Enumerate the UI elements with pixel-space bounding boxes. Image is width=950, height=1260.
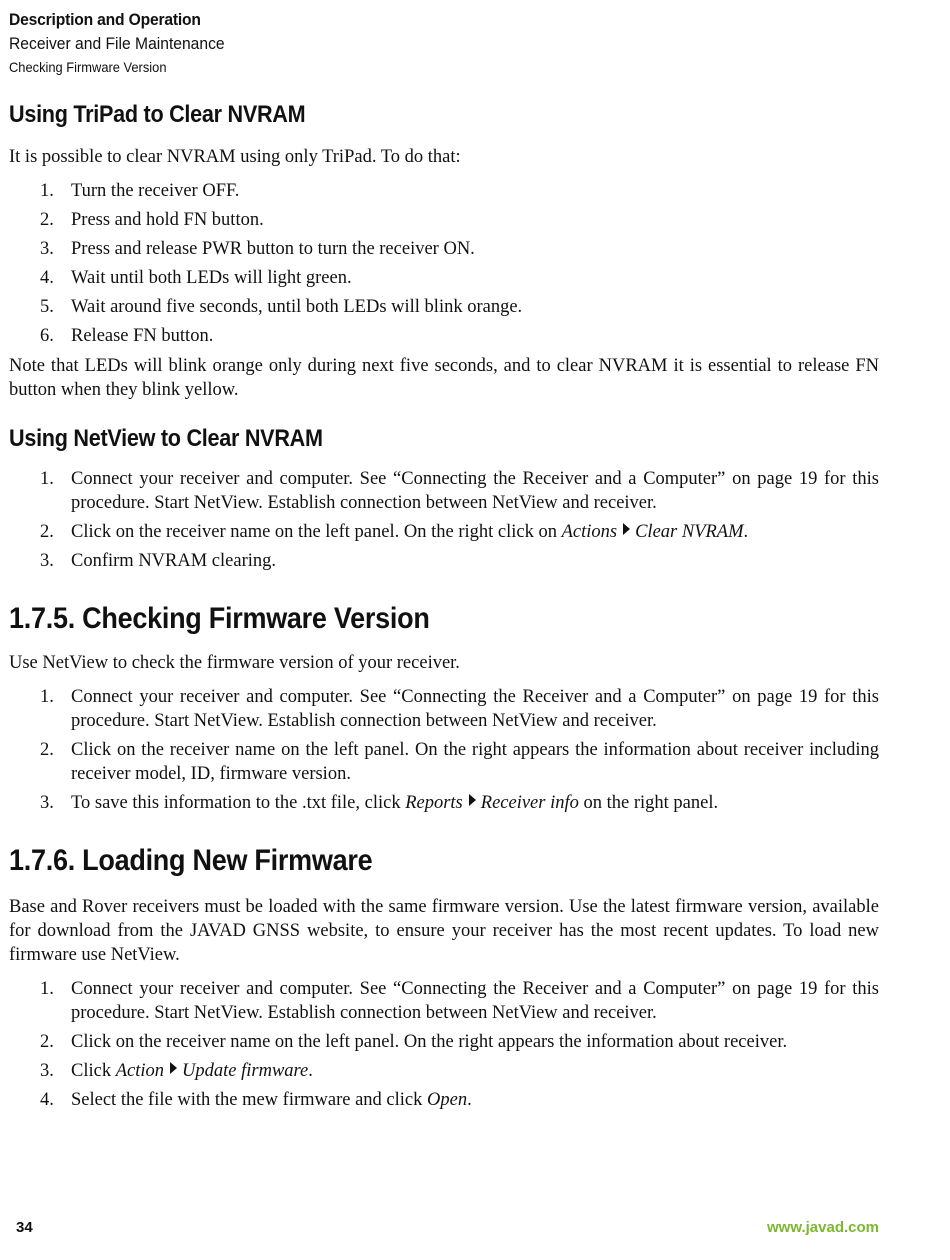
step-text: Click on the receiver name on the left panel. On the right appears the information about receiver. (71, 1032, 788, 1052)
step-text: Connect your receiver and computer. See “Connecting the Receiver and a Computer” on page 19 for this procedure. Start NetView. Establish connection between NetView and receiver. (71, 687, 879, 731)
list-item (9, 295, 879, 319)
menu-path-actions: Actions (561, 522, 618, 542)
list-item (9, 685, 879, 733)
step-number: 4. (40, 1090, 54, 1110)
step-text: Connect your receiver and computer. See “Connecting the Receiver and a Computer” on page 19 for this procedure. Start NetView. Establish connection between NetView and receiver. (71, 469, 879, 513)
tripad-intro: It is possible to clear NVRAM using only TriPad. To do that: (9, 147, 461, 167)
list-item (9, 1088, 879, 1112)
step-text: Press and hold FN button. (71, 210, 264, 230)
footer-website-link[interactable]: www.javad.com (767, 1219, 879, 1236)
list-item (9, 208, 879, 232)
step-number: 4. (40, 268, 54, 288)
running-header (9, 8, 243, 78)
netview-steps (9, 467, 879, 573)
menu-path-clear-nvram: Clear NVRAM (635, 522, 744, 542)
button-ref-open: Open (427, 1090, 468, 1110)
list-item (9, 467, 879, 515)
menu-path-reports: Reports (405, 793, 463, 813)
step-text: Turn the receiver OFF. (71, 181, 240, 201)
header-chapter: Description and Operation (9, 10, 201, 29)
step-number: 2. (40, 740, 54, 760)
menu-path-receiver-info: Receiver info (480, 793, 579, 813)
list-item (9, 1059, 879, 1083)
checking-intro: Use NetView to check the firmware version of your receiver. (9, 653, 460, 673)
page-number: 34 (16, 1219, 33, 1236)
list-item (9, 549, 879, 573)
step-number: 3. (40, 551, 54, 571)
step-text: Confirm NVRAM clearing. (71, 551, 277, 571)
list-item (9, 237, 879, 261)
list-item (9, 520, 879, 544)
step-number: 3. (40, 1061, 54, 1081)
step-number: 2. (40, 522, 54, 542)
step-number: 2. (40, 210, 54, 230)
step-number: 6. (40, 326, 54, 346)
heading-checking-firmware: 1.7.5. Checking Firmware Version (9, 602, 430, 635)
step-number: 1. (40, 469, 54, 489)
step-number: 2. (40, 1032, 54, 1052)
list-item (9, 791, 879, 815)
list-item (9, 266, 879, 290)
step-number: 1. (40, 687, 54, 707)
heading-loading-firmware: 1.7.6. Loading New Firmware (9, 844, 373, 877)
list-item (9, 977, 879, 1025)
step-text: Click (71, 1061, 116, 1081)
heading-netview: Using NetView to Clear NVRAM (9, 425, 323, 452)
checking-steps (9, 685, 879, 815)
step-text: Wait until both LEDs will light green. (71, 268, 352, 288)
menu-path-update-firmware: Update firmware (182, 1061, 309, 1081)
list-item (9, 1030, 879, 1054)
step-number: 1. (40, 181, 54, 201)
step-text: Wait around five seconds, until both LEDs will blink orange. (71, 297, 523, 317)
step-number: 5. (40, 297, 54, 317)
step-number: 1. (40, 979, 54, 999)
arrow-right-icon (623, 523, 630, 535)
step-number: 3. (40, 793, 54, 813)
step-text: Select the file with the mew firmware and click (71, 1090, 427, 1110)
tripad-steps (9, 179, 879, 348)
step-text: Release FN button. (71, 326, 214, 346)
step-text: Click on the receiver name on the left panel. On the right appears the information about receiver including receiver model, ID, firmware version. (71, 740, 879, 784)
step-text: Press and release PWR button to turn the receiver ON. (71, 239, 475, 259)
arrow-right-icon (170, 1062, 177, 1074)
arrow-right-icon (469, 794, 476, 806)
step-text: Connect your receiver and computer. See “Connecting the Receiver and a Computer” on page 19 for this procedure. Start NetView. Establish connection between NetView and receiver. (71, 979, 879, 1023)
list-item (9, 324, 879, 348)
step-text: Click on the receiver name on the left panel. On the right click on (71, 522, 562, 542)
step-number: 3. (40, 239, 54, 259)
step-text-end: . (467, 1090, 472, 1110)
loading-steps (9, 977, 879, 1112)
menu-path-action: Action (115, 1061, 165, 1081)
tripad-note: Note that LEDs will blink orange only during next five seconds, and to clear NVRAM it is essential to release FN button when they blink yellow. (9, 356, 879, 400)
header-section: Receiver and File Maintenance (9, 34, 225, 53)
heading-tripad: Using TriPad to Clear NVRAM (9, 101, 306, 128)
list-item (9, 738, 879, 786)
page-content (9, 98, 879, 1117)
step-text-end: on the right panel. (578, 793, 719, 813)
step-text-end: . (743, 522, 749, 542)
list-item (9, 179, 879, 203)
step-text-end: . (308, 1061, 313, 1081)
loading-intro: Base and Rover receivers must be loaded with the same firmware version. Use the latest firmware version, available for download from the JAVAD GNSS website, to ensure your receiver has the most recent updates. To load new firmware use NetView. (9, 897, 879, 965)
header-subsection: Checking Firmware Version (9, 59, 167, 75)
step-text: To save this information to the .txt file, click (71, 793, 406, 813)
